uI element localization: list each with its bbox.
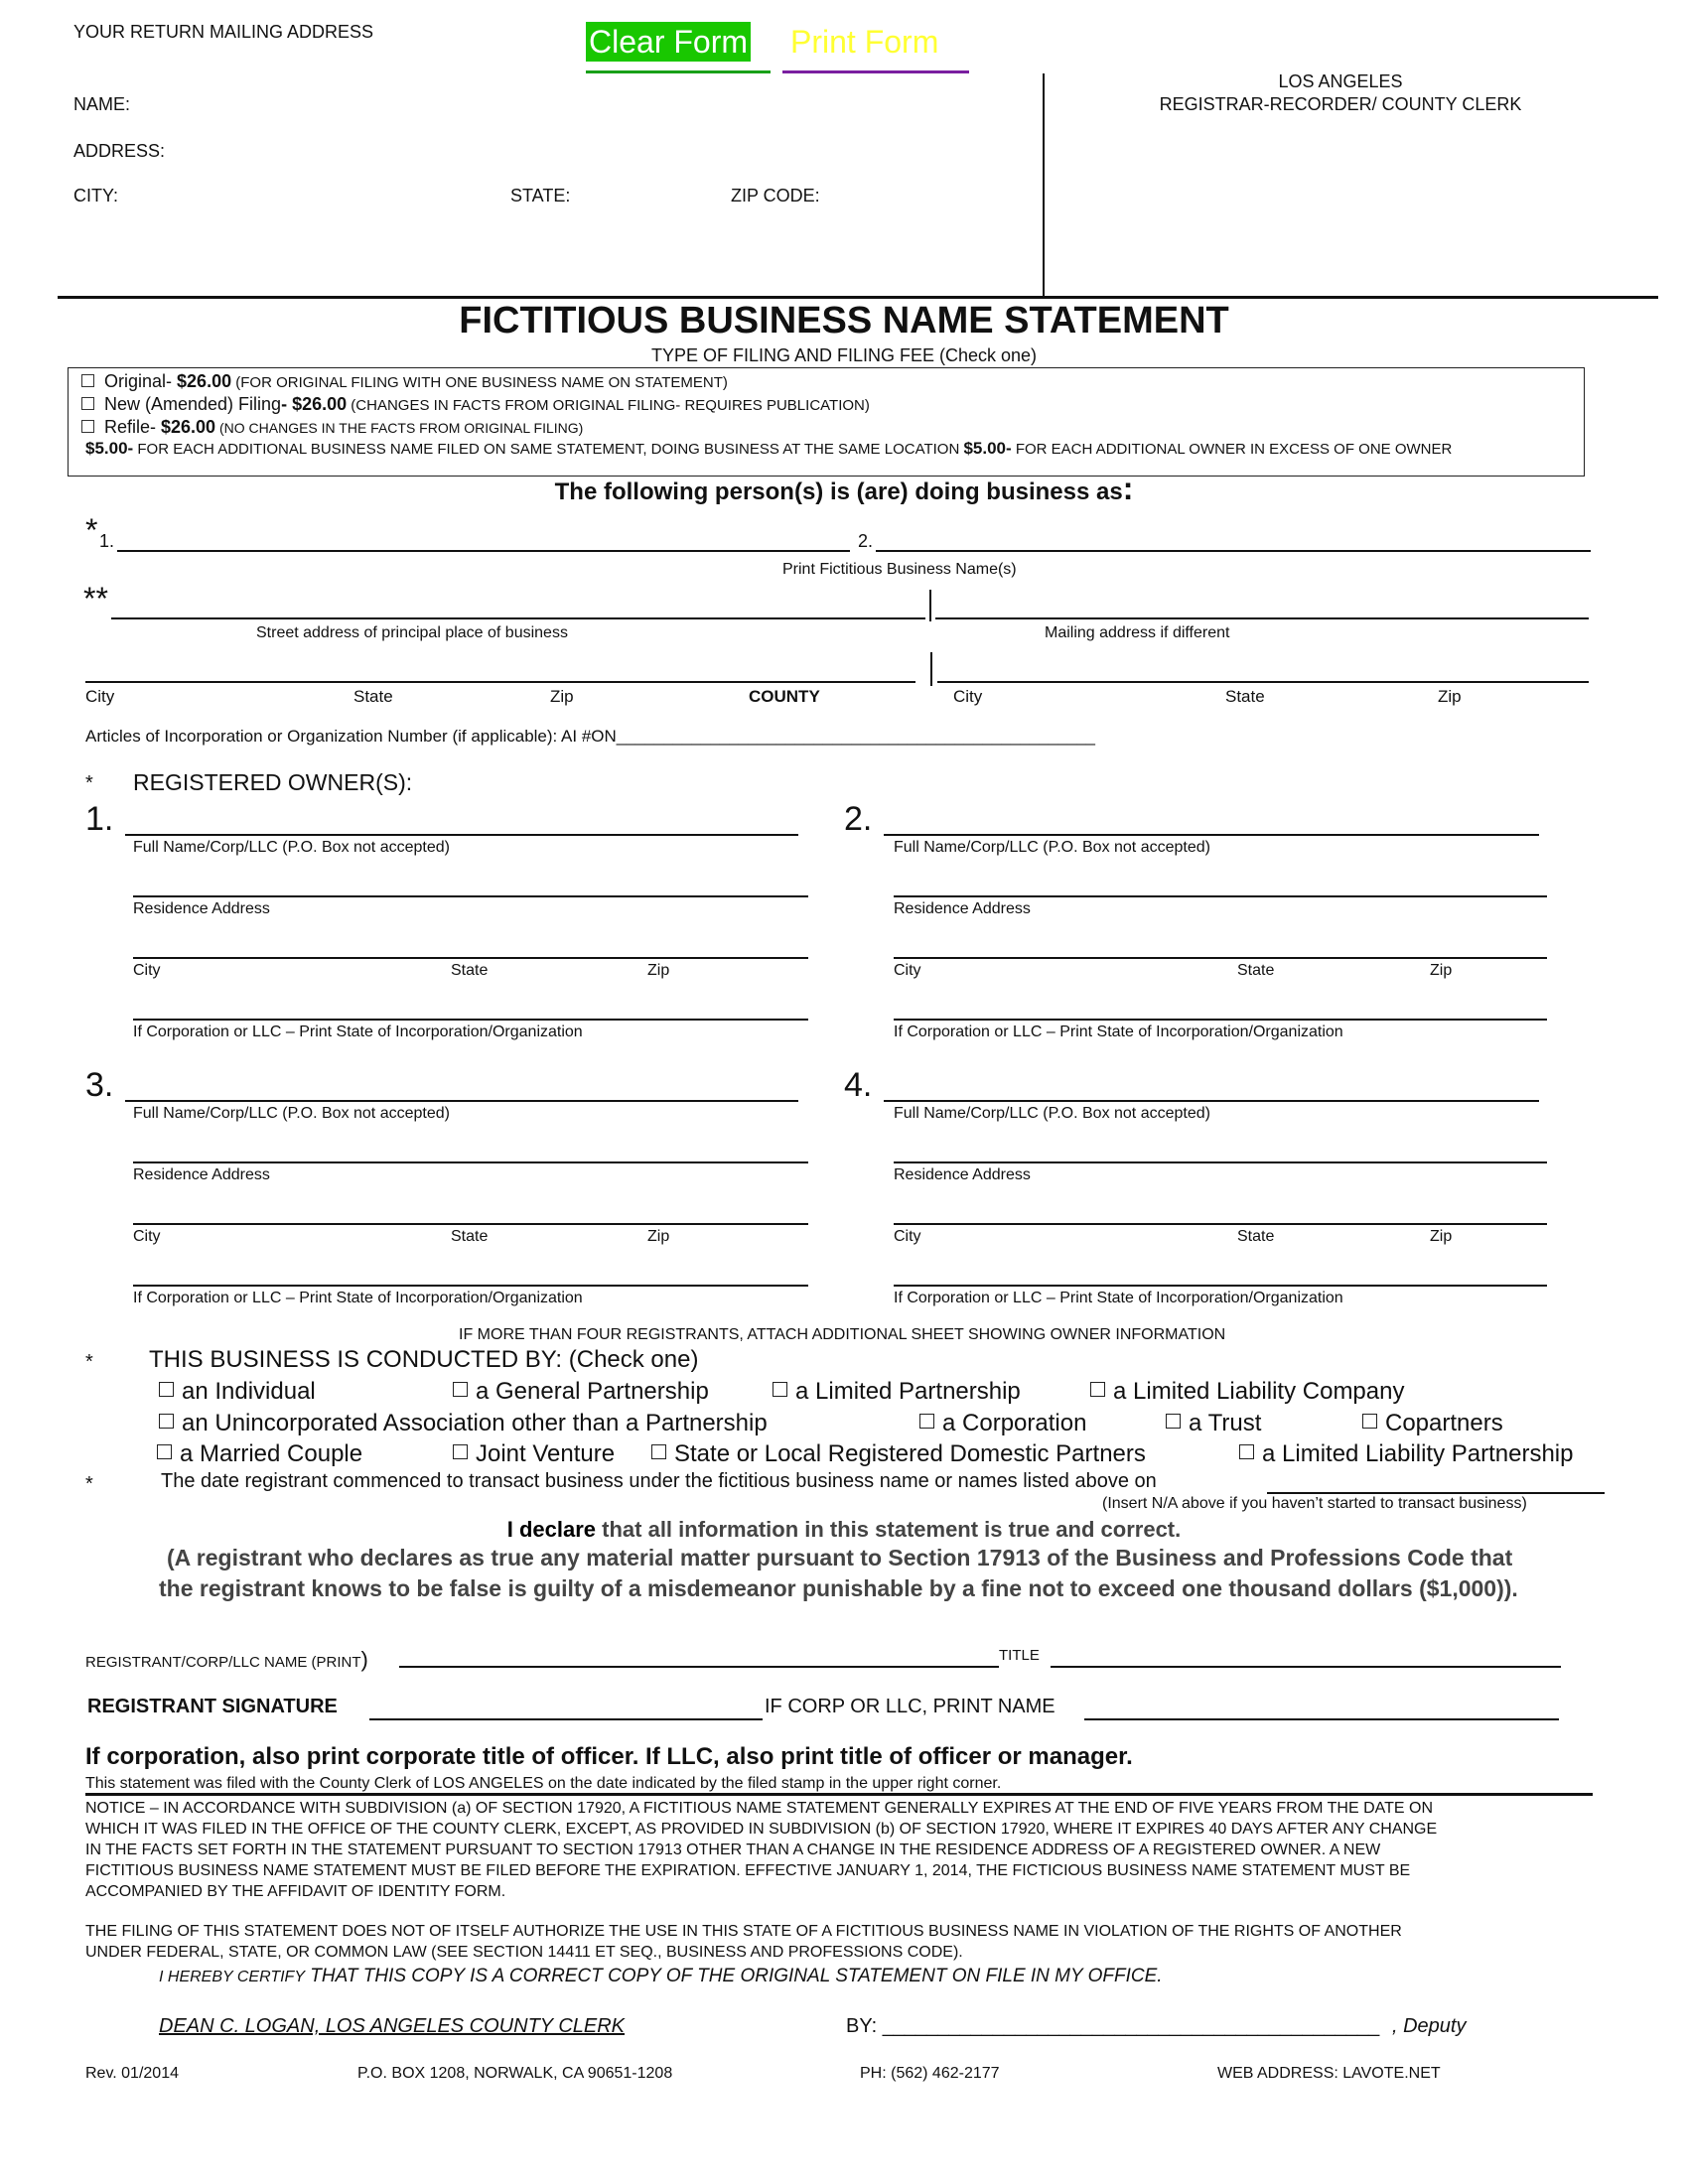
filing-notice-line-2: UNDER FEDERAL, STATE, OR COMMON LAW (SEE SECTION 14411 ET SEQ., BUSINESS AND PROFESSIONS CODE). [85,1944,963,1961]
original-checkbox[interactable] [81,374,94,387]
conducted-by-heading: THIS BUSINESS IS CONDUCTED BY: (Check one) [149,1346,699,1373]
owner-1-residence-caption: Residence Address [133,900,270,917]
city-label: CITY: [73,186,119,205]
owner-4-city-state-zip-input[interactable] [894,1223,1547,1225]
owner-2-city-caption: City [894,962,921,979]
mailing-state-caption: State [1225,687,1265,706]
business-name-2-number: 2. [858,531,874,551]
owner-3-residence-caption: Residence Address [133,1166,270,1183]
notice-line-2: WHICH IT WAS FILED IN THE OFFICE OF THE COUNTY CLERK, EXCEPT, AS PROVIDED IN SUBDIVISION (b) OF SECTION 17920, WHERE IT EXPIRES 40 DAYS AFTER ANY CHANGE [85,1821,1438,1838]
registrant-signature-label: REGISTRANT SIGNATURE [87,1696,338,1717]
option-copartners[interactable]: Copartners [1362,1410,1503,1437]
articles-number-field[interactable]: Articles of Incorporation or Organization Number (if applicable): AI #ON___________________________________________________ [85,727,1095,746]
option-trust[interactable]: a Trust [1166,1410,1261,1437]
limited-partnership-checkbox[interactable] [773,1382,787,1397]
declaration-line-1: I declare that all information in this statement is true and correct. [506,1517,1182,1542]
option-llp[interactable]: a Limited Liability Partnership [1239,1440,1574,1468]
owners-required-mark: * [85,772,93,794]
option-individual[interactable]: an Individual [159,1378,316,1406]
owner-3-incorporation-input[interactable] [133,1285,808,1287]
business-name-1-input[interactable] [117,550,850,552]
owner-1-city-caption: City [133,962,161,979]
deputy-signature-line[interactable]: BY: _____________________________________________ [846,2015,1380,2037]
business-name-2-input[interactable] [876,550,1591,552]
business-zip-caption: Zip [550,687,574,706]
owner-1-state-caption: State [451,962,489,979]
owner-4-incorporation-caption: If Corporation or LLC – Print State of Incorporation/Organization [894,1290,1343,1306]
certify-statement: I HEREBY CERTIFY THAT THIS COPY IS A CORRECT COPY OF THE ORIGINAL STATEMENT ON FILE IN MY OFFICE. [159,1966,1163,1986]
web-address: WEB ADDRESS: LAVOTE.NET [1217,2065,1441,2082]
option-limited-partnership[interactable]: a Limited Partnership [773,1378,1021,1406]
owner-3-zip-caption: Zip [647,1228,670,1245]
business-name-1-number: 1. [99,531,115,551]
deputy-label: , Deputy [1392,2015,1467,2037]
business-state-caption: State [353,687,393,706]
footer-divider [85,1793,1593,1796]
state-label: STATE: [510,186,571,205]
owner-2-number: 2. [844,800,873,838]
commenced-note: (Insert N/A above if you haven’t started to transact business) [1102,1495,1527,1512]
officer-title-note: If corporation, also print corporate title of officer. If LLC, also print title of officer or manager. [85,1743,1133,1770]
owner-3-city-state-zip-input[interactable] [133,1223,808,1225]
mailing-address-caption: Mailing address if different [1045,624,1230,641]
revision: Rev. 01/2014 [85,2065,179,2082]
owner-4-name-caption: Full Name/Corp/LLC (P.O. Box not accepted) [894,1105,1210,1122]
declaration-line-3: the registrant knows to be false is guilty of a misdemeanor punishable by a fine not to exceed one thousand dollars ($1,000)). [159,1575,1518,1601]
owner-4-city-caption: City [894,1228,921,1245]
owner-3-state-caption: State [451,1228,489,1245]
mailing-zip-caption: Zip [1438,687,1462,706]
trust-checkbox[interactable] [1166,1414,1181,1429]
owner-4-number: 4. [844,1066,873,1104]
notice-line-3: IN THE FACTS SET FORTH IN THE STATEMENT PURSUANT TO SECTION 17913 OTHER THAN A CHANGE IN THE RESIDENCE ADDRESS OF A REGISTERED OWNER. A NEW [85,1842,1381,1858]
doing-business-as: The following person(s) is (are) doing business as: [554,471,1134,506]
filed-statement-note: This statement was filed with the County Clerk of LOS ANGELES on the date indicated by the filed stamp in the upper right corner. [85,1775,1002,1792]
commenced-text: The date registrant commenced to transact business under the fictitious business name or names listed above on [161,1470,1157,1492]
business-city-state-zip-input[interactable] [85,681,915,683]
owner-4-residence-input[interactable] [894,1161,1547,1163]
address-required-mark: ** [83,581,108,616]
fee-option-refile[interactable]: Refile- $26.00 (NO CHANGES IN THE FACTS FROM ORIGINAL FILING) [81,417,583,438]
owner-2-incorporation-caption: If Corporation or LLC – Print State of Incorporation/Organization [894,1024,1343,1040]
clear-form-button[interactable]: Clear Form [586,22,751,62]
owner-2-state-caption: State [1237,962,1275,979]
business-names-caption: Print Fictitious Business Name(s) [782,561,1017,578]
fee-option-amended[interactable]: New (Amended) Filing- $26.00 (CHANGES IN FACTS FROM ORIGINAL FILING- REQUIRES PUBLICATION) [81,394,870,415]
address-divider [929,590,931,621]
unincorporated-association-checkbox[interactable] [159,1414,174,1429]
copartners-checkbox[interactable] [1362,1414,1377,1429]
amended-checkbox[interactable] [81,397,94,410]
conducted-required-mark: * [85,1351,93,1373]
owner-2-incorporation-input[interactable] [894,1019,1547,1021]
owner-1-residence-input[interactable] [133,895,808,897]
domestic-partners-checkbox[interactable] [651,1444,666,1459]
option-married-couple[interactable]: a Married Couple [157,1440,362,1468]
phone-number: PH: (562) 462-2177 [860,2065,1000,2082]
commenced-date-input[interactable] [1267,1492,1605,1494]
corp-print-name-label: IF CORP OR LLC, PRINT NAME [765,1696,1055,1717]
owner-1-incorporation-input[interactable] [133,1019,808,1021]
notice-line-4: FICTITIOUS BUSINESS NAME STATEMENT MUST BE FILED BEFORE THE EXPIRATION. EFFECTIVE JANUARY 1, 2014, THE FICTICIOUS BUSINESS NAME STATEMENT MUST BE [85,1862,1411,1879]
option-corporation[interactable]: a Corporation [919,1410,1086,1437]
option-unincorporated-association[interactable]: an Unincorporated Association other than a Partnership [159,1410,768,1437]
owner-4-state-caption: State [1237,1228,1275,1245]
return-address-title: YOUR RETURN MAILING ADDRESS [73,22,374,42]
notice-line-1: NOTICE – IN ACCORDANCE WITH SUBDIVISION (a) OF SECTION 17920, A FICTITIOUS NAME STATEMENT GENERALLY EXPIRES AT THE END OF FIVE YEARS FROM THE DATE ON [85,1800,1433,1817]
owner-1-number: 1. [85,800,114,838]
option-domestic-partners[interactable]: State or Local Registered Domestic Partners [651,1440,1146,1468]
option-joint-venture[interactable]: Joint Venture [453,1440,615,1468]
owner-1-zip-caption: Zip [647,962,670,979]
owner-2-name-input[interactable] [884,834,1539,836]
form-title: FICTITIOUS BUSINESS NAME STATEMENT [459,300,1229,341]
street-address-input[interactable] [111,617,925,619]
owner-3-incorporation-caption: If Corporation or LLC – Print State of Incorporation/Organization [133,1290,583,1306]
business-name-required-mark: * [85,512,98,548]
filing-notice-line-1: THE FILING OF THIS STATEMENT DOES NOT OF ITSELF AUTHORIZE THE USE IN THIS STATE OF A FICTITIOUS BUSINESS NAME IN VIOLATION OF THE RIGHTS OF ANOTHER [85,1923,1402,1940]
notice-line-5: ACCOMPANIED BY THE AFFIDAVIT OF IDENTITY FORM. [85,1883,506,1900]
owner-2-city-state-zip-input[interactable] [894,957,1547,959]
header-divider-horizontal [58,296,1658,299]
title-label: TITLE [999,1647,1040,1664]
option-llc[interactable]: a Limited Liability Company [1090,1378,1404,1406]
owner-1-city-state-zip-input[interactable] [133,957,808,959]
llp-checkbox[interactable] [1239,1444,1254,1459]
additional-owners-note: IF MORE THAN FOUR REGISTRANTS, ATTACH ADDITIONAL SHEET SHOWING OWNER INFORMATION [459,1326,1226,1343]
address-label: ADDRESS: [73,141,166,161]
print-form-button[interactable]: Print Form [790,24,939,60]
declaration-line-2: (A registrant who declares as true any material matter pursuant to Section 17913 of the Business and Professions Code that [167,1545,1513,1570]
header-divider-vertical [1043,73,1045,296]
owner-2-residence-input[interactable] [894,895,1547,897]
business-county-caption: COUNTY [749,687,820,706]
registrant-name-input[interactable] [399,1666,999,1668]
refile-checkbox[interactable] [81,420,94,433]
corporation-checkbox[interactable] [919,1414,934,1429]
business-city-caption: City [85,687,115,706]
owner-2-residence-caption: Residence Address [894,900,1031,917]
additional-fees: $5.00- FOR EACH ADDITIONAL BUSINESS NAME FILED ON SAME STATEMENT, DOING BUSINESS AT THE SAME LOCATION $5.00- FOR EACH ADDITIONAL OWNER IN EXCESS OF ONE OWNER [85,439,1453,458]
owner-4-incorporation-input[interactable] [894,1285,1547,1287]
zip-label: ZIP CODE: [731,186,820,205]
general-partnership-checkbox[interactable] [453,1382,468,1397]
owner-3-city-caption: City [133,1228,161,1245]
registrant-name-label: REGISTRANT/CORP/LLC NAME (PRINT) [85,1647,368,1672]
registrant-signature-input[interactable] [369,1718,763,1720]
owner-3-name-caption: Full Name/Corp/LLC (P.O. Box not accepted) [133,1105,450,1122]
owner-1-name-input[interactable] [125,834,798,836]
mailing-city-caption: City [953,687,983,706]
commenced-required-mark: * [85,1473,93,1495]
owner-1-incorporation-caption: If Corporation or LLC – Print State of Incorporation/Organization [133,1024,583,1040]
fee-option-original[interactable]: Original- $26.00 (FOR ORIGINAL FILING WITH ONE BUSINESS NAME ON STATEMENT) [81,371,728,392]
owner-4-zip-caption: Zip [1430,1228,1453,1245]
llc-checkbox[interactable] [1090,1382,1105,1397]
name-label: NAME: [73,94,131,114]
mailing-city-state-zip-input[interactable] [937,681,1589,683]
owner-3-number: 3. [85,1066,114,1104]
mailing-address-input[interactable] [935,617,1589,619]
po-box: P.O. BOX 1208, NORWALK, CA 90651-1208 [357,2065,673,2082]
county-name: LOS ANGELES [1278,71,1403,91]
joint-venture-checkbox[interactable] [453,1444,468,1459]
fee-heading: TYPE OF FILING AND FILING FEE (Check one) [650,345,1038,365]
print-form-underline [782,70,969,73]
owner-4-name-input[interactable] [884,1100,1539,1102]
owner-4-residence-caption: Residence Address [894,1166,1031,1183]
county-clerk-name: DEAN C. LOGAN, LOS ANGELES COUNTY CLERK [159,2015,626,2037]
owner-2-zip-caption: Zip [1430,962,1453,979]
street-address-caption: Street address of principal place of business [256,624,568,641]
registered-owners-heading: REGISTERED OWNER(S): [133,769,413,795]
married-couple-checkbox[interactable] [157,1444,172,1459]
individual-checkbox[interactable] [159,1382,174,1397]
county-office: REGISTRAR-RECORDER/ COUNTY CLERK [1159,94,1522,114]
city-divider [930,652,932,686]
title-input[interactable] [1051,1666,1561,1668]
option-general-partnership[interactable]: a General Partnership [453,1378,709,1406]
clear-form-underline [586,70,771,73]
owner-2-name-caption: Full Name/Corp/LLC (P.O. Box not accepted) [894,839,1210,856]
owner-3-name-input[interactable] [125,1100,798,1102]
owner-3-residence-input[interactable] [133,1161,808,1163]
owner-1-name-caption: Full Name/Corp/LLC (P.O. Box not accepted) [133,839,450,856]
corp-print-name-input[interactable] [1084,1718,1559,1720]
